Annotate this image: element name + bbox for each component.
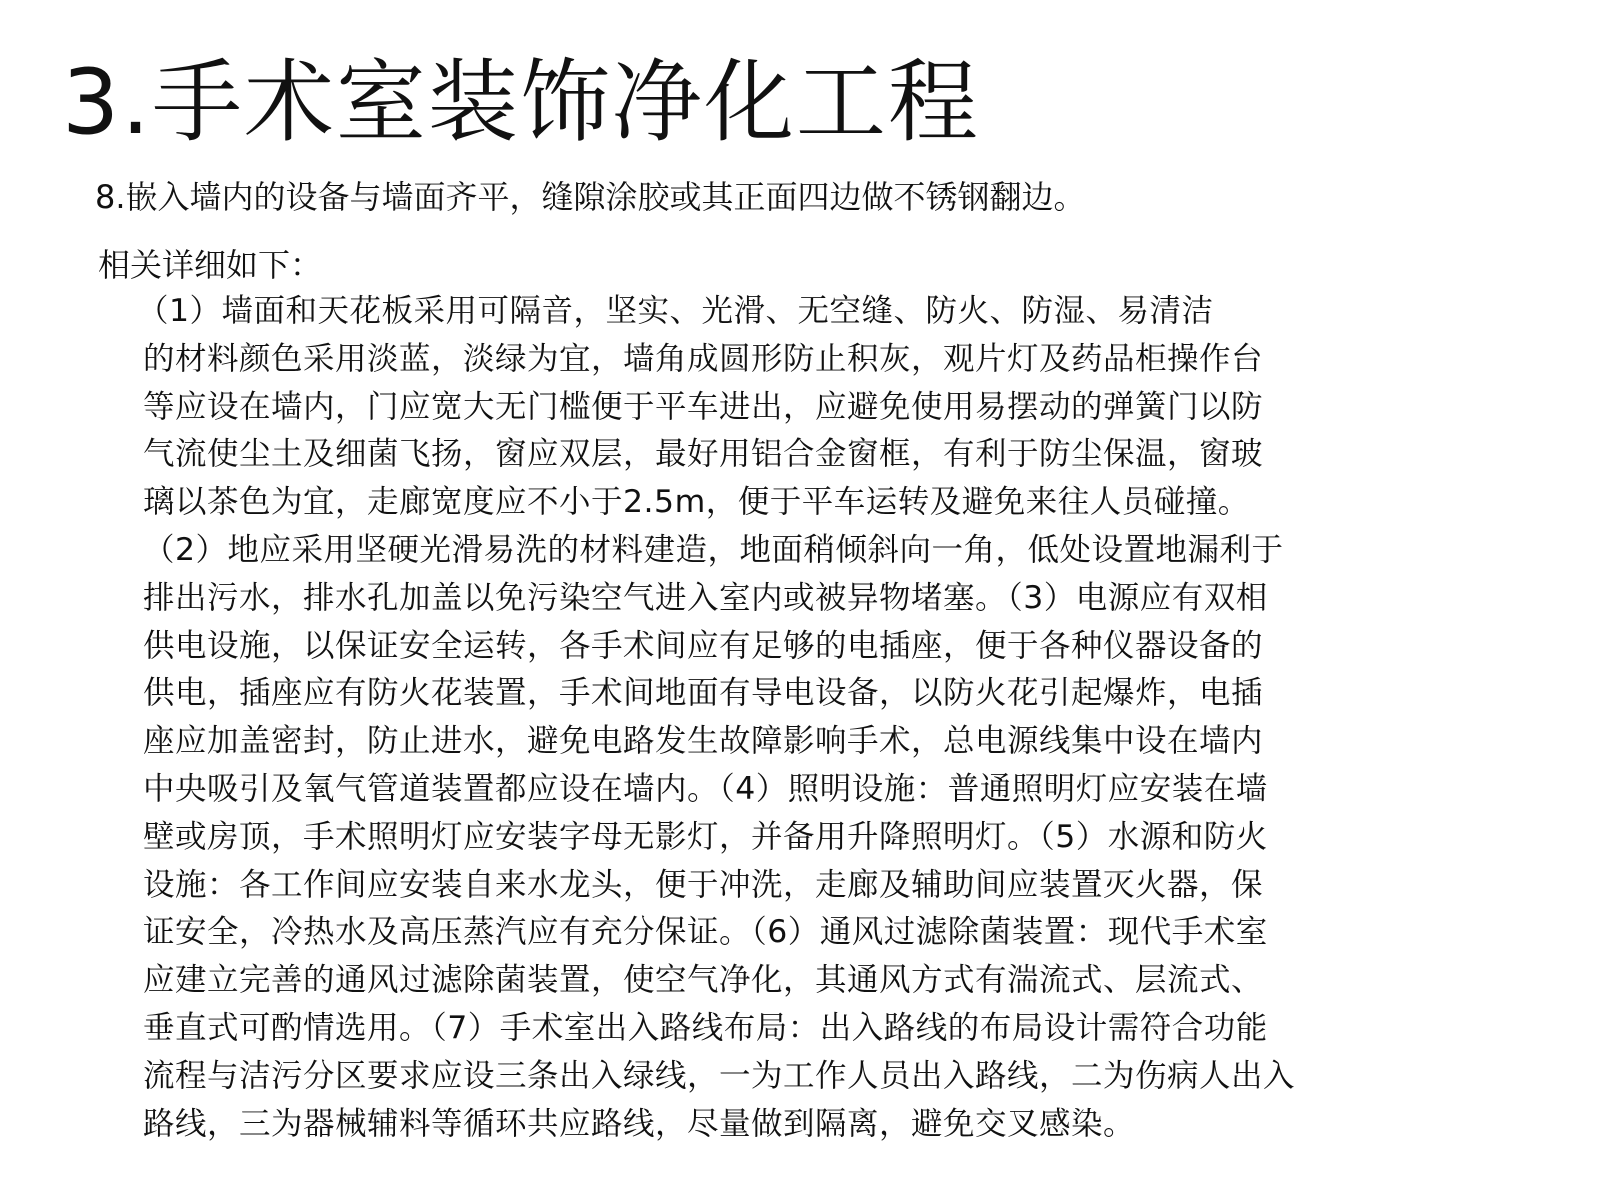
details-line: 证安全，冷热水及高压蒸汽应有充分保证。（6）通风过滤除菌装置：现代手术室 xyxy=(143,914,1268,951)
details-line: 气流使尘土及细菌飞扬，窗应双层，最好用铝合金窗框，有利于防尘保温，窗玻 xyxy=(143,436,1264,473)
details-line: 中央吸引及氧气管道装置都应设在墙内。（4）照明设施：普通照明灯应安装在墙 xyxy=(143,770,1268,807)
details-line: 垂直式可酌情选用。（7）手术室出入路线布局：出入路线的布局设计需符合功能 xyxy=(143,1009,1268,1046)
details-line: 排出污水，排水孔加盖以免污染空气进入室内或被异物堵塞。（3）电源应有双相 xyxy=(143,579,1268,616)
details-line: 路线，三为器械辅料等循环共应路线，尽量做到隔离，避免交叉感染。 xyxy=(143,1105,1136,1142)
details-line: 璃以茶色为宜，走廊宽度应不小于2.5m，便于平车运转及避免来往人员碰撞。 xyxy=(143,484,1250,521)
details-line: 座应加盖密封，防止进水，避免电路发生故障影响手术，总电源线集中设在墙内 xyxy=(143,723,1264,760)
details-line: 壁或房顶，手术照明灯应安装字母无影灯，并备用升降照明灯。（5）水源和防火 xyxy=(143,818,1268,855)
details-line: （1）墙面和天花板采用可隔音，坚实、光滑、无空缝、防火、防湿、易清洁 xyxy=(137,293,1214,329)
details-line: 设施：各工作间应安装自来水龙头，便于冲洗，走廊及辅助间应装置灭火器，保 xyxy=(143,866,1264,903)
details-line: 的材料颜色采用淡蓝，淡绿为宜，墙角成圆形防止积灰，观片灯及药品柜操作台 xyxy=(143,340,1264,377)
details-line: 等应设在墙内，门应宽大无门槛便于平车进出，应避免使用易摆动的弹簧门以防 xyxy=(143,388,1264,425)
details-body xyxy=(137,288,1577,1148)
details-line: 流程与洁污分区要求应设三条出入绿线，一为工作人员出入路线，二为伤病人出入 xyxy=(143,1057,1296,1094)
details-line: 供电，插座应有防火花装置，手术间地面有导电设备，以防火花引起爆炸，电插 xyxy=(143,675,1264,712)
slide-title: 3.手术室装饰净化工程 xyxy=(62,50,980,155)
details-line: 供电设施，以保证安全运转，各手术间应有足够的电插座，便于各种仪器设备的 xyxy=(143,627,1264,664)
details-line: （2）地应采用坚硬光滑易洗的材料建造，地面稍倾斜向一角，低处设置地漏利于 xyxy=(143,531,1284,568)
details-label: 相关详细如下： xyxy=(98,246,323,284)
details-line: 应建立完善的通风过滤除菌装置，使空气净化，其通风方式有湍流式、层流式、 xyxy=(143,962,1264,999)
point-8-text: 8.嵌入墙内的设备与墙面齐平，缝隙涂胶或其正面四边做不锈钢翻边。 xyxy=(95,178,1086,216)
